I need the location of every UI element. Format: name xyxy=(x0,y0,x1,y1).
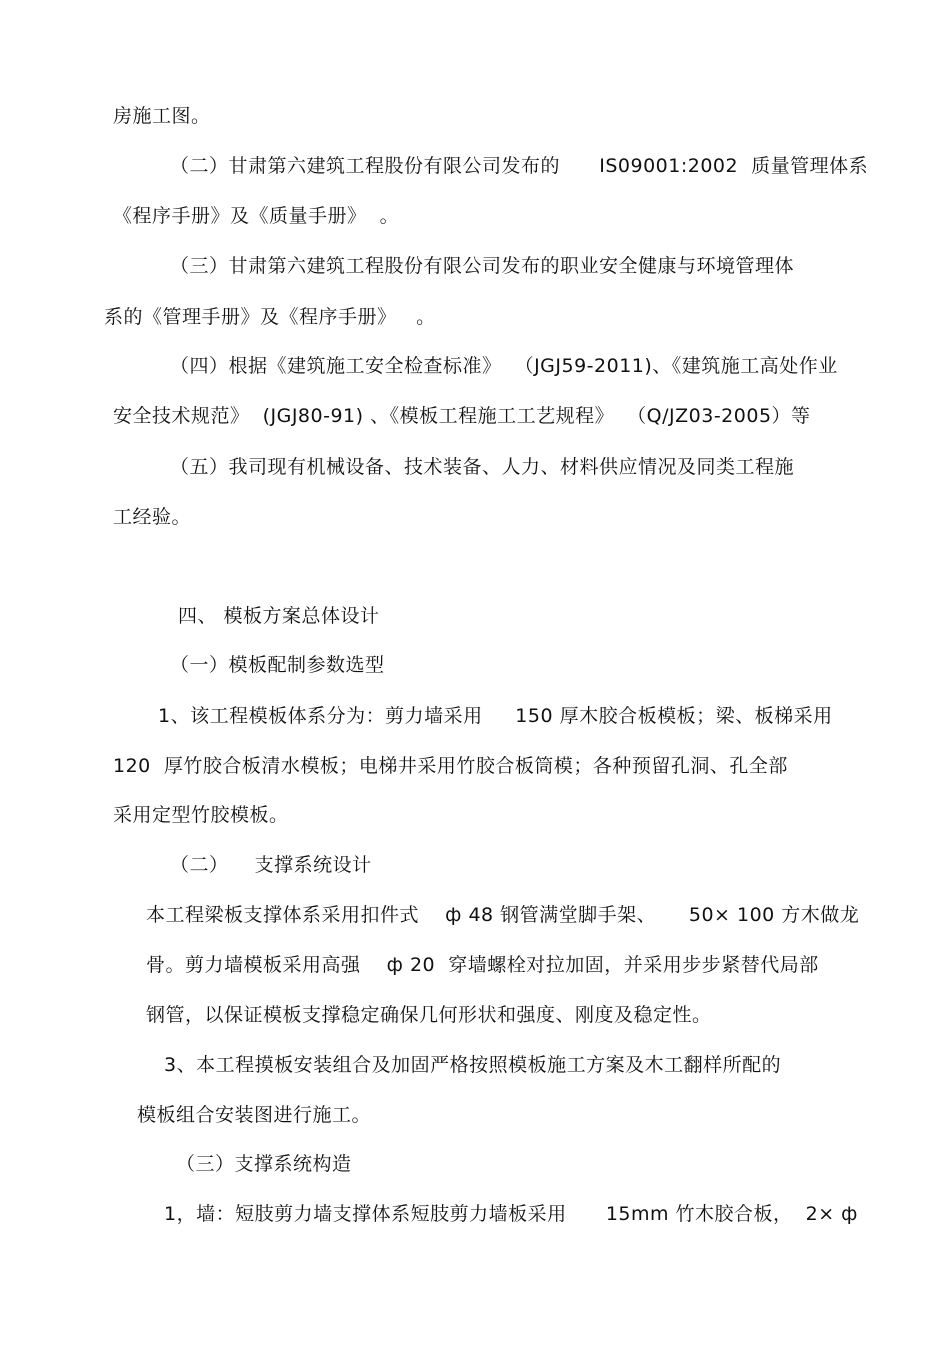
text-line: （五）我司现有机械设备、技术装备、人力、材料供应情况及同类工程施 xyxy=(170,456,795,478)
text-line: 钢管，以保证模板支撑稳定确保几何形状和强度、刚度及稳定性。 xyxy=(146,1004,712,1026)
text-line: （二）甘肃第六建筑工程股份有限公司发布的 IS09001:2002 质量管理体系 xyxy=(170,155,869,177)
text-line: 房施工图。 xyxy=(113,105,211,127)
text-line: 系的《管理手册》及《程序手册》 。 xyxy=(104,306,436,328)
subsection-heading: （二） 支撑系统设计 xyxy=(170,854,372,876)
text-line: 采用定型竹胶模板。 xyxy=(113,804,289,826)
text-line: （四）根据《建筑施工安全检查标准》 （JGJ59-2011)、《建筑施工高处作业 xyxy=(170,355,838,377)
section-heading: 四、 模板方案总体设计 xyxy=(178,605,380,627)
text-line: 《程序手册》及《质量手册》 。 xyxy=(113,205,400,227)
text-line: 120 厚竹胶合板清水模板；电梯井采用竹胶合板筒模；各种预留孔洞、孔全部 xyxy=(113,755,788,777)
text-line: 安全技术规范》 (JGJ80-91) 、《模板工程施工工艺规程》 （Q/JZ03-2005）等 xyxy=(113,405,811,427)
subsection-heading: （一）模板配制参数选型 xyxy=(170,654,385,676)
text-line: 本工程梁板支撑体系采用扣件式 ф 48 钢管满堂脚手架、 50× 100 方木做龙 xyxy=(146,904,860,926)
text-line: 工经验。 xyxy=(113,506,192,528)
text-line: 骨。剪力墙模板采用高强 ф 20 穿墙螺栓对拉加固，并采用步步紧替代局部 xyxy=(146,954,819,976)
text-line: 1、该工程模板体系分为：剪力墙采用 150 厚木胶合板模板；梁、板梯采用 xyxy=(158,705,833,727)
text-line: 3、本工程摸板安装组合及加固严格按照模板施工方案及木工翻样所配的 xyxy=(164,1054,782,1076)
subsection-heading: （三）支撑系统构造 xyxy=(176,1153,352,1175)
text-line: 模板组合安装图进行施工。 xyxy=(137,1104,372,1126)
text-line: 1，墙：短肢剪力墙支撑体系短肢剪力墙板采用 15mm 竹木胶合板， 2× ф xyxy=(164,1203,858,1225)
text-line: （三）甘肃第六建筑工程股份有限公司发布的职业安全健康与环境管理体 xyxy=(170,255,795,277)
